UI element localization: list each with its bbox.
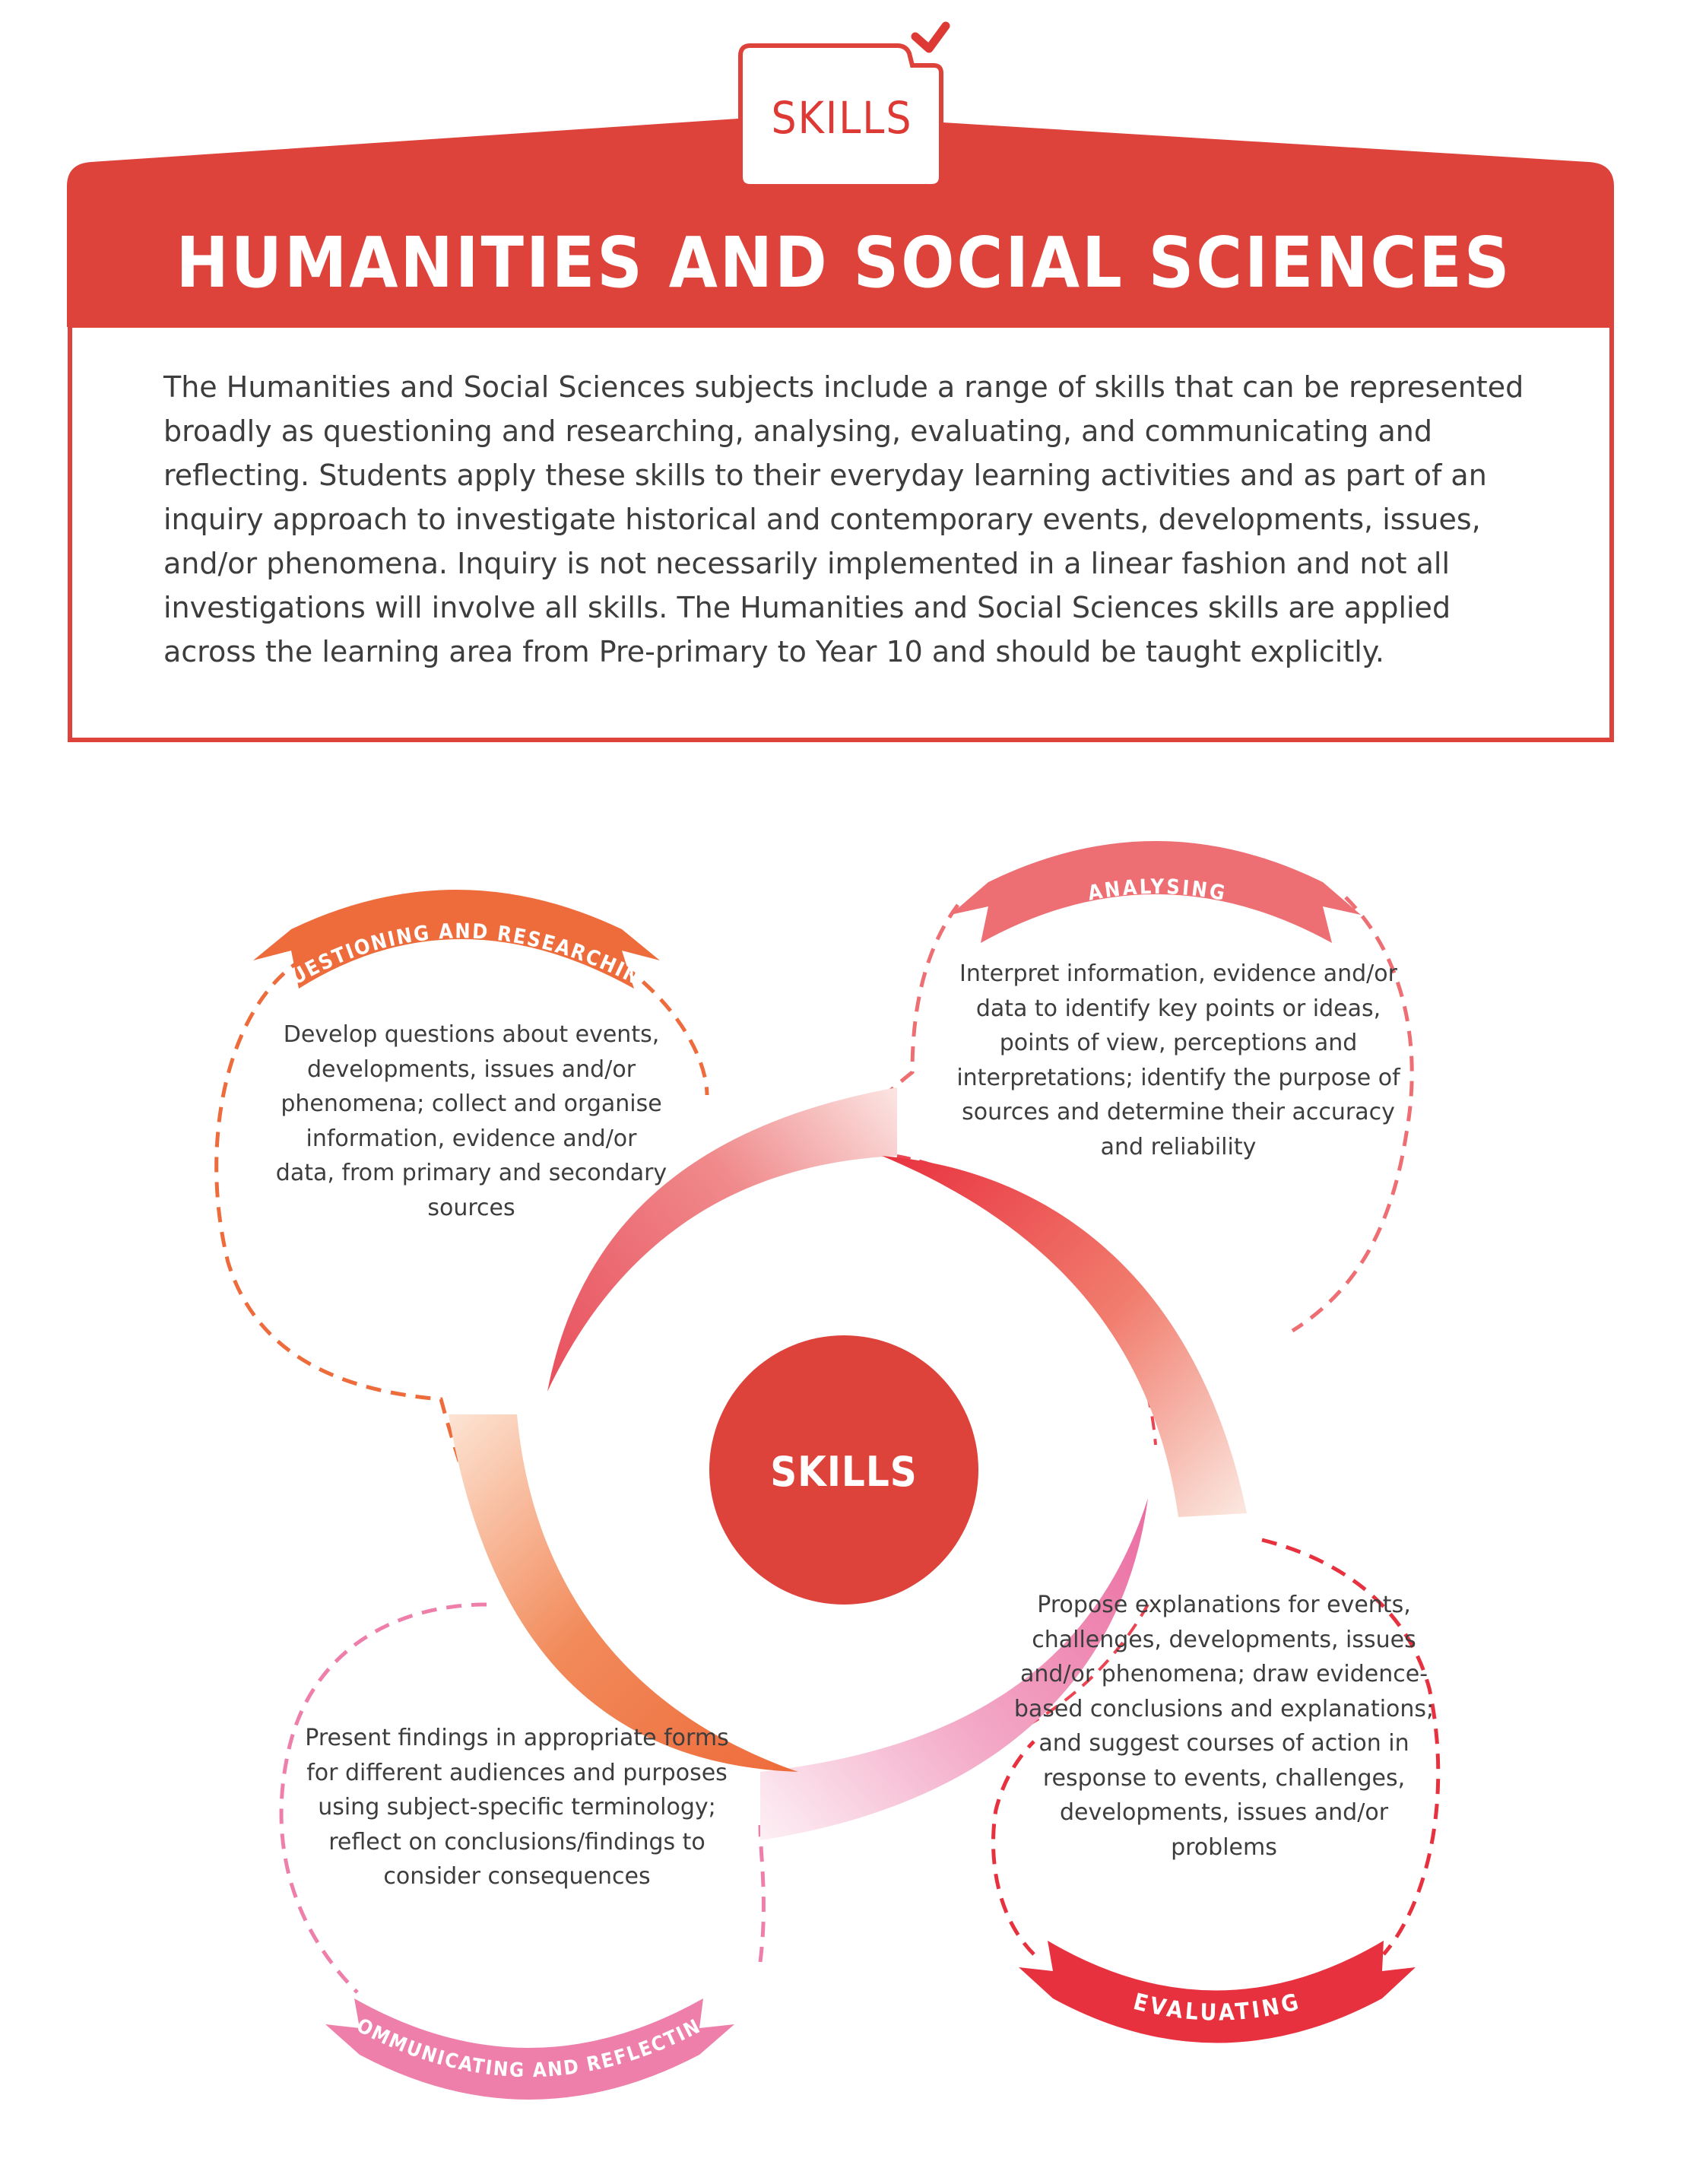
center-skills-label: SKILLS <box>770 1447 918 1496</box>
communicating-ribbon-label: OMMUNICATING AND REFLECTIN <box>352 2014 705 2083</box>
evaluating-description: Propose explanations for events, challenges, developments, issues and/or phenomena; draw evidence-based conclusions and explanations; and suggest courses of action in response to events, challenges, developments, issues and/or problems <box>1013 1592 1435 1861</box>
skills-tab-label: SKILLS <box>771 92 913 144</box>
evaluating-ribbon <box>1019 1941 1416 2043</box>
evaluating-ribbon-label: EVALUATING <box>1130 1988 1305 2027</box>
intro-paragraph: The Humanities and Social Sciences subjects include a range of skills that can be represented broadly as questioning and researching, analysing, evaluating, and communicating and reflecting. Students apply these skills to their everyday learning activities and as part of an inquiry approach to investigate historical and contemporary events, developments, issues, and/or phenomena. Inquiry is not necessarily implemented in a linear fashion and not all investigations will involve all skills. The Humanities and Social Sciences skills are applied across the learning area from Pre-primary to Year 10 and should be taught explicitly. <box>163 370 1524 668</box>
communicating-description: Present findings in appropriate forms for different audiences and purposes using subject-specific terminology; reflect on conclusions/findings to consider consequences <box>305 1725 729 1890</box>
questioning-description: Develop questions about events, developments, issues and/or phenomena; collect and organise information, evidence and/or data, from primary and secondary sources <box>275 1021 667 1221</box>
checkmark-icon <box>915 26 946 49</box>
analysing-ribbon-label: ANALYSING <box>1086 875 1229 906</box>
analysing-description: Interpret information, evidence and/or data to identify key points or ideas, points of view, perceptions and interpretations; identify the purpose of sources and determine their accuracy and reliability <box>956 960 1400 1160</box>
questioning-ribbon-label: UESTIONING AND RESEARCHIN <box>286 919 645 990</box>
page-title: HUMANITIES AND SOCIAL SCIENCES <box>176 221 1512 303</box>
